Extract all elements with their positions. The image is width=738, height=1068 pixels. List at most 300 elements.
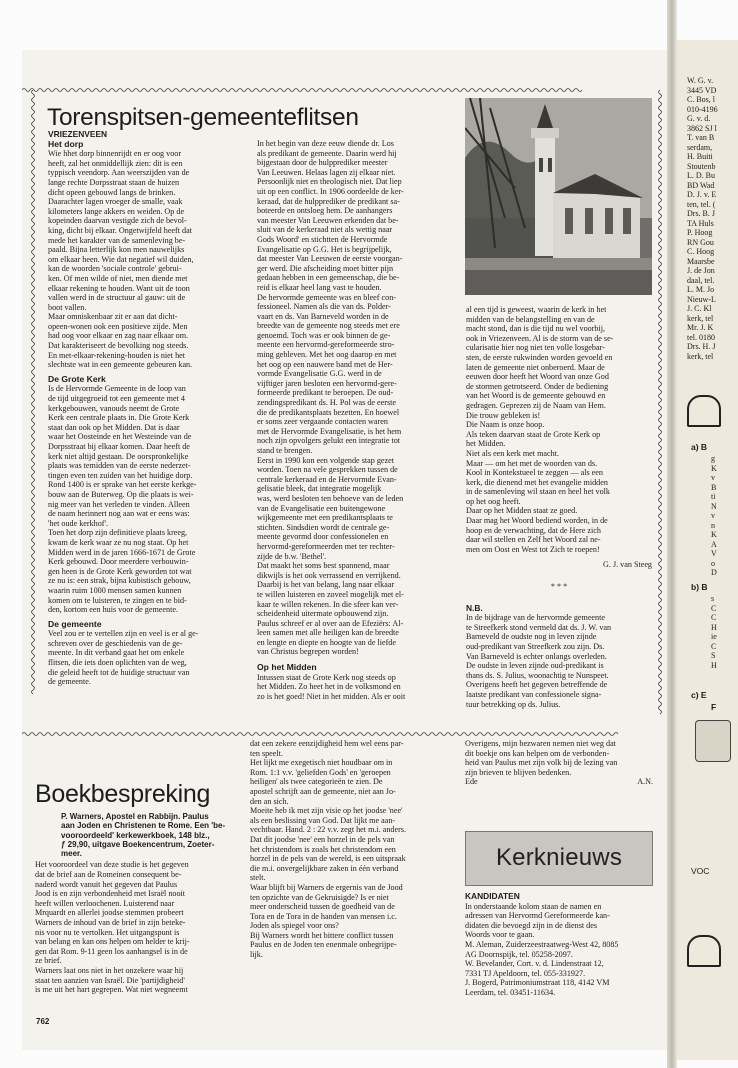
- text-line: Joden als spiegel voor ons?: [250, 921, 339, 931]
- text-line: zo is het goed! Niet in het midden. Als er ooit: [257, 691, 406, 701]
- text-line: flitsen, die iets doen oplichten van de weg,: [48, 658, 187, 668]
- text-line: Evangelisatie op G.G. Het is begrijpelijk,: [257, 244, 392, 254]
- text-line: noch zijn opvolgers gelukt een integratie tot: [257, 436, 401, 446]
- text-line: waarin ruim 1000 mensen samen kunnen: [48, 585, 182, 595]
- adjacent-line: C. Bos, l: [687, 95, 716, 104]
- text-line: In de bijdrage van de hervormde gemeente: [466, 613, 605, 623]
- adjacent-line: 3445 VD: [687, 85, 717, 95]
- text-line: sten, de eerste rukwinden worden gevoeld en: [466, 352, 613, 362]
- text-line: men om Oost en West tot Zich te roepen!: [466, 544, 600, 554]
- text-line: Daar op het Midden staat ze goed.: [466, 506, 578, 516]
- text-line: Kerk een centrale plaats in. Die Grote Kerk: [48, 413, 190, 423]
- text-line: vallen werd in de structuur al gauw: uit de: [48, 293, 186, 303]
- text-line: is me uit het hart gegrepen. Wat niet wegneemt: [35, 985, 188, 995]
- text-line: 'het oude kerkhof'.: [48, 518, 109, 528]
- review-body-1: [35, 860, 245, 994]
- kandidaten-body: [465, 902, 653, 998]
- text-line: adressen van Hervormd Gereformeerde kan-: [465, 911, 610, 921]
- article1-column-3: [466, 305, 652, 709]
- text-line: Moeite heb ik met zijn visie op het joodse 'nee': [250, 806, 403, 816]
- text-line: zijn brieven te blijven bedenken.: [465, 767, 572, 777]
- text-line: Toen het dorp zijn definitieve plaats kreeg,: [48, 528, 188, 538]
- adjacent-line: S: [711, 651, 716, 660]
- text-line: kan de woorden 'sociale controle' gebrui-: [48, 264, 182, 274]
- text-line: te Streefkerk stond vermeld dat ds. J. W. van: [466, 622, 612, 632]
- place-heading: VRIEZENVEEN: [48, 129, 108, 139]
- adjacent-line: C: [711, 603, 717, 613]
- text-line: in de samenleving wil staan en heel het volk: [466, 487, 610, 497]
- adjacent-section-a-lines: [711, 454, 717, 578]
- text-line: staat dan ook op het Midden. Dat is daar: [48, 422, 180, 432]
- adjacent-line: D. J. v. E: [687, 190, 717, 199]
- text-line: daar wil stellen en Zelf het Woord zal ne-: [466, 535, 601, 545]
- adjacent-section-b: b) B: [691, 582, 708, 592]
- text-line: het Midden. Zo heet het in de volksmond en: [257, 682, 401, 692]
- adjacent-line: J. de Jon: [687, 266, 715, 275]
- text-line: Leerdam, tel. 03451-11634.: [465, 987, 556, 997]
- nb-heading: N.B.: [466, 602, 483, 613]
- adjacent-line: serdam,: [687, 142, 713, 152]
- article1-column-1: [48, 130, 250, 687]
- text-line: In het begin van deze eeuw diende dr. Los: [257, 139, 394, 148]
- text-line: Die trouw gebleken is!: [466, 410, 541, 420]
- text-line: het oog op een nauwere band met de Her-: [257, 359, 393, 369]
- text-line: Jood is en zijn verbondenheid met Israël nooit: [35, 889, 186, 899]
- text-line: stichten. Sindsdien wordt de centrale ge-: [257, 522, 390, 532]
- text-line: Midden werd in de jaren 1666-1671 de Grote: [48, 547, 196, 557]
- text-line: kaar te willen rekenen. In die sfeer kan ver-: [257, 599, 399, 609]
- bib-line: meer.: [61, 849, 82, 859]
- text-line: Overigens heeft het gegeven betreffende de: [466, 680, 608, 690]
- text-line: van de Evangelisatie een buitengewone: [257, 503, 386, 513]
- text-line: heeft, zal het onmiddellijk zien: dit is een: [48, 158, 183, 168]
- text-line: schreven over de geschiedenis van de ge-: [48, 638, 183, 648]
- bib-line: aan Joden en Christenen te Rome. Een 'be-: [61, 821, 226, 831]
- text-line: lijk.: [250, 950, 263, 960]
- review-signature-row: [465, 777, 653, 787]
- page-gutter: [667, 0, 677, 1068]
- adjacent-section-a: a) B: [691, 442, 708, 452]
- text-line: meente een hervormd-gereformeerde stro-: [257, 340, 395, 350]
- text-line: Paulus en de Joden ten enenmale onbegrijpe-: [250, 940, 397, 950]
- review-body-3: [465, 739, 653, 777]
- text-line: genoemd. Toch was er ook binnen de ge-: [257, 330, 391, 340]
- adjacent-line: L. D. Bu: [687, 171, 715, 180]
- adjacent-line: ten, tel. (: [687, 199, 716, 209]
- text-line: laatste predikant van confessionele signa-: [466, 689, 602, 699]
- article1-column-2: [257, 139, 458, 701]
- author-signature: G. J. van Steeg: [603, 560, 652, 570]
- text-line: laten de gemeente niet onberoerd. Maar de: [466, 362, 605, 372]
- text-line: De hervormde gemeente was en bleef con-: [257, 292, 396, 302]
- text-line: M. Aleman, Zuiderzeestraatweg-West 42, 8085: [465, 939, 619, 949]
- text-line: hoop en de verwachting, dat de Here zich: [466, 525, 601, 535]
- text-line: ken. Of men wilde of niet, men diende met: [48, 273, 188, 283]
- text-line: Dat maakt het soms best spannend, maar: [257, 561, 390, 571]
- text-line: Dorpsstraat bij elkaar komen. Daar heeft de: [48, 442, 190, 451]
- text-line: dit boekje ons kan helpen om de verbonden-: [465, 748, 610, 758]
- text-line: kerkgebouwen, vanouds neemt de Grote: [48, 403, 180, 413]
- text-line: fessioneel. Namen als die van ds. Polder-: [257, 302, 391, 312]
- adjacent-line: ie: [711, 632, 717, 641]
- text-line: In onderstaande kolom staan de namen en: [465, 901, 602, 911]
- text-line: Maar omniskenbaar zit er aan dat dicht-: [48, 312, 178, 322]
- section-body-kerk: [48, 384, 250, 614]
- text-line: zendingspredikant ds. H. Pol was de eerste: [257, 398, 396, 408]
- adjacent-line: TA Huls: [687, 218, 714, 228]
- adjacent-line: Drs. B. J: [687, 209, 716, 218]
- text-line: macht stond, dan is die tijd nu wel voorbij,: [466, 324, 606, 334]
- text-line: als predikant de gemeente. Daarin werd hij: [257, 148, 397, 158]
- text-line: Gods Woord' en stichtten de Hervormde: [257, 234, 388, 244]
- text-line: Wie hhet dorp binnenrijdt en er oog voor: [48, 149, 182, 159]
- bottom-wavy-rule: [22, 730, 667, 738]
- text-line: opeen-wonen ook een positieve zijde. Men: [48, 321, 188, 331]
- section-divider-stars: * * *: [550, 582, 568, 592]
- text-line: Die Naam is onze hoop.: [466, 420, 545, 430]
- text-line: als een beslissing van God. Dat lijkt me aan-: [250, 815, 396, 825]
- text-line: dat de brief aan de Romeinen consequent be-: [35, 870, 182, 880]
- text-line: eeuwen door heeft het Woord van onze God: [466, 372, 609, 382]
- adjacent-line: H: [711, 622, 717, 632]
- text-line: Niet als een kerk met macht.: [466, 448, 559, 458]
- text-line: dat meester Van Leeuwen de eerste voorgan-: [257, 254, 403, 264]
- text-line: vechtbaar. Hand. 2 : 22 v.v. zegt het m.i. anders.: [250, 825, 406, 835]
- text-line: die de predikantsplaats bezetten. En hoewel: [257, 407, 400, 417]
- adjacent-line: tel. 0180: [687, 332, 715, 342]
- review-column-3: [465, 739, 653, 787]
- section-heading-midden: Op het Midden: [257, 662, 317, 673]
- text-line: worden. Toen na vele gesprekken tussen de: [257, 465, 398, 475]
- text-line: om elkaar heen. Wie dat negatief wil duiden,: [48, 254, 194, 264]
- text-line: stand te brengen.: [257, 446, 313, 455]
- text-line: dat een zekere eenzijdigheid hem wel eens par-: [250, 739, 404, 748]
- text-line: uit op een conflict. In 1906 oordeelde de ker-: [257, 186, 404, 196]
- text-line: paald. Bijna letterlijk kon men nauwelijks: [48, 245, 185, 255]
- text-line: Barneveld de oudste nog in leven zijnde: [466, 632, 597, 642]
- text-line: had oog voor elkaar en zag naar elkaar om.: [48, 331, 189, 341]
- text-line: meer onderscheid tussen de goedheid van de: [250, 902, 395, 912]
- kandidaten-heading: KANDIDATEN: [465, 891, 520, 901]
- text-line: cularisatie hier nog niet ten volle losgebar-: [466, 343, 605, 353]
- text-line: Tora en de Tora in de handen van mensen i.c.: [250, 911, 397, 921]
- text-line: vijftiger jaren besloten een hervormd-gere-: [257, 378, 397, 388]
- adjacent-line: N: [711, 501, 717, 511]
- text-line: Persoonlijk niet en theologisch niet. Dat liep: [257, 177, 402, 187]
- text-line: Daarbij is het van belang, lang naar elkaar: [257, 580, 395, 590]
- text-line: breedte van de gemeente nog steeds met ere: [257, 321, 400, 331]
- text-line: al een tijd is geweest, waarin de kerk in het: [466, 305, 607, 314]
- bib-line: vooroordeeld' kerkewerkboek, 148 blz.,: [61, 830, 210, 840]
- text-line: Als teken daarvan staat de Grote Kerk op: [466, 429, 601, 439]
- kerknieuws-column: [465, 892, 653, 998]
- section-heading-dorp: Het dorp: [48, 138, 84, 149]
- text-line: lange rechte Dorpsstraat staan de huizen: [48, 177, 180, 187]
- text-line: midden van de belangstelling en van de: [466, 314, 595, 324]
- text-line: De oudste in leven zijnde oud-predikant is: [466, 661, 604, 671]
- text-line: Paulus schreef er al over aan de Efeziërs: Al-: [257, 618, 404, 628]
- book-icon: [687, 395, 721, 427]
- text-line: de gemeente.: [48, 677, 91, 687]
- text-line: kilometers lange akkers en weiden. Op de: [48, 206, 185, 216]
- left-wavy-border: [29, 90, 37, 734]
- kerknieuws-banner: [465, 831, 653, 886]
- text-line: van het Woord is de gemeente gebouwd en: [466, 391, 606, 401]
- text-line: horzel in de pels van de wereld, is een uitspraak: [250, 854, 406, 864]
- review-initials: A.N.: [637, 777, 653, 787]
- adjacent-line: V: [711, 549, 717, 558]
- text-line: van meester Van Leeuwen erkenden dat be-: [257, 215, 399, 225]
- text-line: wijkgemeente met een predikantsplaats te: [257, 513, 393, 523]
- text-line: naderd wordt vanuit het gegeven dat Paulus: [35, 879, 178, 889]
- text-line: Van Barneveld is echter onlangs overleden.: [466, 651, 607, 661]
- adjacent-line: C. Hoog: [687, 247, 715, 256]
- adjacent-line: L. M. Jo: [687, 285, 715, 294]
- adjacent-line: H. Buiti: [687, 152, 713, 161]
- adjacent-line: daal, tel.: [687, 275, 715, 285]
- adjacent-line: g: [711, 454, 715, 463]
- text-line: ten speelt.: [250, 748, 283, 758]
- column-3-body: [466, 305, 652, 554]
- illustration-icon: [695, 720, 731, 762]
- text-line: nis voor nu te vertolken. Het uitgangspunt is: [35, 927, 180, 937]
- text-line: van belang en kan ons helpen om helder te krij-: [35, 937, 190, 947]
- adjacent-line: A: [711, 539, 717, 549]
- adjacent-section-c-line: F: [711, 702, 717, 712]
- text-line: vaart en ds. Van Barneveld worden in de: [257, 311, 389, 321]
- text-line: formeerde predikant te beroepen. De oud-: [257, 388, 394, 398]
- text-line: het christendom is zoals het christendom een: [250, 844, 396, 854]
- adjacent-line: G. v. d.: [687, 114, 711, 123]
- text-line: En met-elkaar-rekening-houden is niet het: [48, 350, 186, 360]
- text-line: tingen even ten zuiden van het huidige dorp.: [48, 470, 193, 480]
- text-line: heid van Paulus met zijn volk bij de lezing van: [465, 758, 618, 768]
- text-line: kerk, die dienend met het evangelie midden: [466, 477, 608, 487]
- adjacent-line: ti: [711, 492, 716, 501]
- text-line: gen heen is de Grote Kerk geworden tot wat: [48, 566, 192, 576]
- text-line: Rond 1400 is er sprake van het eerste kerkge-: [48, 480, 197, 490]
- text-line: meente gevormd door confessionelen en: [257, 532, 389, 542]
- text-line: ming gebleven. Met het oog daarop en met: [257, 350, 397, 360]
- bib-line: P. Warners, Apostel en Rabbijn. Paulus: [61, 812, 209, 821]
- adjacent-line: D: [711, 568, 717, 577]
- adjacent-line: BD Wad: [687, 180, 715, 190]
- adjacent-line: Stoutenb: [687, 161, 716, 171]
- adjacent-line: B: [711, 482, 717, 492]
- text-line: die m.i. onvergelijkbare zaken in één verband: [250, 863, 399, 873]
- text-line: typpisch veendorp. Aan weerszijden van de: [48, 168, 190, 178]
- text-line: het Midden.: [466, 439, 506, 449]
- text-line: Van Leeuwen. Helaas lagen zij elkaar niet.: [257, 167, 396, 177]
- text-line: heeft willen verloochenen. Luisterend naar: [35, 898, 175, 908]
- text-line: Dat karakteriseert de bevolking nog steeds.: [48, 341, 189, 351]
- text-line: kerk niet altijd gestaan. De oorspronkelijke: [48, 451, 189, 461]
- text-line: bijgestaan door de hulpprediker meester: [257, 158, 388, 168]
- section-heading-gemeente: De gemeente: [48, 618, 102, 629]
- text-line: kopeinden daarvan vestigde zich de bevol-: [48, 216, 187, 226]
- section-body-gemeente: [48, 629, 250, 687]
- text-line: centrale kerkeraad en de Hervormde Evan-: [257, 474, 397, 484]
- church-photo: [465, 98, 652, 295]
- top-wavy-rule: [22, 86, 667, 94]
- text-line: boot vallen.: [48, 302, 87, 312]
- page-number: 762: [36, 1017, 50, 1026]
- text-line: sluit van de kerkeraad niet als wettig naar: [257, 225, 393, 235]
- adjacent-line: C: [711, 641, 717, 651]
- adjacent-line: Mr. J. K: [687, 323, 714, 332]
- review-place: Ede: [465, 777, 478, 787]
- article-title: Torenspitsen-gemeenteflitsen: [47, 104, 359, 131]
- adjacent-line: RN Gou: [687, 237, 714, 247]
- text-line: de tijd uitgegroeid tot een gemeente met 4: [48, 394, 185, 404]
- book-icon-2: [687, 935, 721, 967]
- text-line: meente. In dit verband gaat het om enkele: [48, 648, 185, 658]
- text-line: 7331 TJ Apeldoorn, tel. 055-331927.: [465, 968, 586, 978]
- adjacent-line: o: [711, 558, 715, 568]
- text-line: gedaan hebben in een gemeenschap, die be-: [257, 273, 400, 283]
- text-line: waar het Oosteinde en het Westeinde van de: [48, 432, 192, 442]
- adjacent-line: 3862 SJ l: [687, 123, 717, 133]
- text-line: en lengte en diepte en hoogte van de liefde: [257, 637, 396, 647]
- adjacent-line: W. G. v.: [687, 76, 714, 85]
- adjacent-line: P. Hoog: [687, 228, 713, 237]
- text-line: er soms zeer vergaande contacten waren: [257, 417, 388, 427]
- text-line: Veel zou er te vertellen zijn en veel is er al ge-: [48, 629, 199, 639]
- text-line: Dat dit joodse 'nee' een horzel in de pels van: [250, 834, 395, 844]
- adjacent-line: K: [711, 530, 717, 539]
- text-line: J. Bogerd, Patrimoniumstraat 118, 4142 VM: [465, 978, 610, 988]
- section-body-midden: [257, 673, 458, 702]
- text-line: Warners de inhoud van de brief in zijn beteke-: [35, 918, 186, 928]
- text-line: Het vooroordeel van deze studie is het gegeven: [35, 860, 189, 870]
- text-line: Maar — om het met de woorden van ds.: [466, 458, 598, 468]
- kerknieuws-title: Kerknieuws: [495, 844, 623, 871]
- text-line: nig meer van het verleden te vinden. Alleen: [48, 499, 190, 509]
- adjacent-line: s: [711, 594, 715, 603]
- text-line: Het lijkt me exegetisch niet houdbaar om in: [250, 758, 393, 768]
- text-line: Rom. 1:1 v.v. 'geliefden Gods' en 'geroepen: [250, 767, 391, 777]
- adjacent-line: J. C. Kl: [687, 304, 712, 313]
- adjacent-section-b-lines: [711, 594, 717, 670]
- adjacent-line: H: [711, 660, 717, 670]
- review-title: Boekbespreking: [35, 780, 211, 808]
- text-line: zijde de b.w. 'Bethel'.: [257, 551, 327, 561]
- text-line: gedragen. Geprezen zij de Naam van Hem.: [466, 400, 606, 410]
- text-line: Warners laat ons niet in het onzekere waar hij: [35, 966, 184, 976]
- adjacent-line: T. van B: [687, 133, 715, 142]
- adjacent-line: Nieuw-L: [687, 294, 716, 304]
- text-line: leen samen met alle heiligen kan de breedte: [257, 628, 399, 638]
- nb-body: [466, 613, 652, 709]
- text-line: ze brief.: [35, 956, 62, 966]
- text-line: den, kortom een huis voor de gemeente.: [48, 605, 178, 615]
- text-line: oud-predikant van Streefkerk zou zijn. Ds.: [466, 642, 605, 651]
- adjacent-line: kerk, tel: [687, 313, 714, 323]
- text-line: boteerde en ontsloeg hem. De aanhangers: [257, 206, 393, 216]
- text-line: Eerst in 1990 kon een volgende stap gezet: [257, 455, 394, 465]
- text-line: bouw aan de Buterweg. Op die plaats is wei-: [48, 489, 194, 499]
- text-line: Mrquardt en allerlei joodse stemmen probeert: [35, 908, 184, 918]
- text-line: vormde Evangelisatie G.G. werd in de: [257, 369, 382, 379]
- text-line: staat ten aanzien van Israël. Die 'partijdigheid': [35, 975, 185, 985]
- text-line: hervormd-gereformeerden met ter rechter-: [257, 541, 395, 551]
- adjacent-voc: VOC: [691, 866, 710, 876]
- section-body-dorp: [48, 149, 250, 370]
- text-line: elkaar rekening te houden. Want uit de toon: [48, 283, 190, 293]
- adjacent-line: 010-4196: [687, 104, 718, 114]
- text-line: de naam herinnert nog aan wat er eens was:: [48, 509, 190, 519]
- text-line: W. Bevelander, Cort. v. d. Lindenstraat 12,: [465, 959, 604, 969]
- text-line: apostel schrijft aan de gemeente, niet aan Jo-: [250, 786, 396, 796]
- text-line: Daar mag het Woord bediend worden, in de: [466, 516, 608, 526]
- text-line: ten opzichte van de Gekruisigde? Is er niet: [250, 892, 389, 902]
- text-line: mede het karakter van de samenleving be-: [48, 235, 186, 245]
- adjacent-line: v: [711, 473, 715, 482]
- text-line: gen dat Rom. 9-11 geen los aanhangsel is in de: [35, 946, 188, 956]
- text-line: plaats was temidden van de eerste nederzet-: [48, 461, 191, 471]
- text-line: king, dicht bij elkaar. Ongetwijfeld heeft dat: [48, 225, 192, 235]
- column-2-body: [257, 139, 458, 657]
- review-column-1: [35, 812, 245, 995]
- text-line: de stormen getrotseerd. Onder de bediening: [466, 381, 609, 391]
- text-line: ger werd. Die afscheiding moet bitter pijn: [257, 263, 394, 273]
- text-line: Woords voor te gaan.: [465, 930, 535, 940]
- text-line: Waar blijft bij Warners de ergernis van de Jood: [250, 882, 403, 892]
- text-line: Overigens, mijn bezwaren nemen niet weg dat: [465, 739, 616, 748]
- adjacent-page-list: [687, 76, 718, 361]
- text-line: dikwijls is het ook verrassend en verrijkend.: [257, 570, 401, 580]
- adjacent-line: Maarsbe: [687, 256, 715, 266]
- text-line: den an sich.: [250, 796, 289, 806]
- text-line: van Christus begrepen worden!: [257, 647, 359, 657]
- text-line: thans ds. S. Julius, woonachtig te Nunspeet.: [466, 670, 609, 680]
- text-line: scheidenheid uitermate opbouwend zijn.: [257, 609, 389, 619]
- text-line: AG Doornspijk, tel. 05258-2097.: [465, 949, 573, 959]
- text-line: dicht opeen gebouwd langs de brinken.: [48, 187, 176, 197]
- text-line: op het oog heeft.: [466, 496, 521, 506]
- review-body-2: [250, 739, 457, 960]
- bib-line: ƒ 29,90, uitgave Boekencentrum, Zoeter-: [61, 839, 215, 849]
- book-bibliography: [35, 812, 245, 858]
- adjacent-line: Drs. H. J: [687, 342, 716, 351]
- text-line: reid is elkaar heel lang vast te houden.: [257, 282, 382, 292]
- text-line: ze nu is: een strak, bijna kubistisch gebouw,: [48, 576, 191, 586]
- text-line: Intussen staat de Grote Kerk nog steeds op: [257, 672, 396, 682]
- text-line: keraad, dat de hulpprediker de predikant sa-: [257, 196, 400, 206]
- text-line: Is de Hervormde Gemeente in de loop van: [48, 384, 186, 394]
- text-line: ook in Vriezenveen. Al is de storm van de se-: [466, 333, 614, 343]
- text-line: met de Hervormde Evangelisatie, is het hem: [257, 426, 402, 436]
- text-line: komen om te luisteren, te zingen en te bid-: [48, 595, 187, 605]
- text-line: die geleid heeft tot de huidige structuur van: [48, 667, 190, 677]
- section-heading-kerk: De Grote Kerk: [48, 373, 106, 384]
- adjacent-page: [677, 40, 738, 1060]
- review-column-2: [250, 739, 457, 960]
- text-line: Kool in Kontekstueel te zeggen — als een: [466, 468, 603, 478]
- text-line: didaten die bevoegd zijn in de dienst des: [465, 920, 597, 930]
- text-line: Daarachter lagen vroeger de smalle, vaak: [48, 197, 183, 207]
- text-line: Kerk gebouwd. Door meerdere verbouwin-: [48, 557, 189, 567]
- adjacent-line: v: [711, 511, 715, 520]
- text-line: slechtste wat in een gemeente gebeuren kan.: [48, 360, 193, 370]
- adjacent-line: kerk, tel: [687, 351, 714, 361]
- text-line: gelisatie bleek, dat integratie mogelijk: [257, 484, 382, 494]
- text-line: stelt.: [250, 873, 266, 883]
- text-line: tuur betrekking op ds. Julius.: [466, 699, 561, 709]
- text-line: was, werd besloten ten behoeve van de leden: [257, 493, 404, 503]
- text-line: te willen luisteren en zoveel mogelijk met el-: [257, 589, 404, 599]
- adjacent-section-c: c) E: [691, 690, 707, 700]
